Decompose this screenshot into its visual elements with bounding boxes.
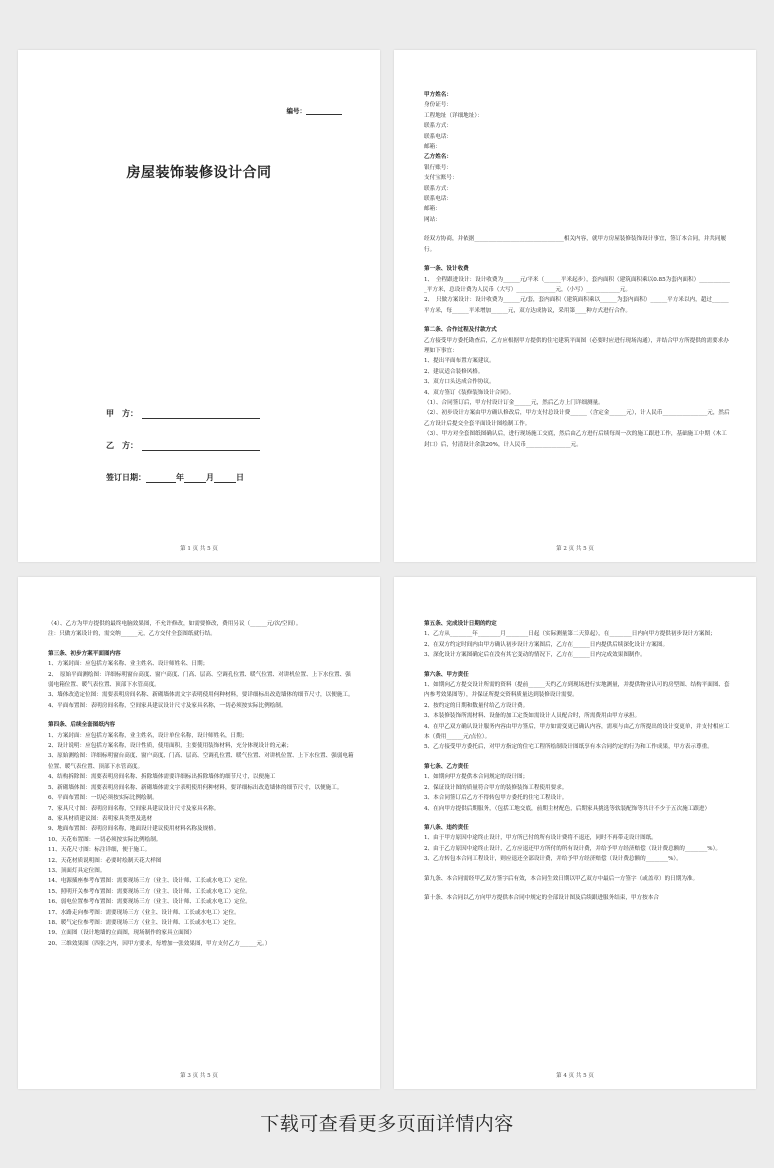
paragraph-line: 18、暖气定位参考图：需要现场三方（业主、设计师、工长或水电工）定位。 (48, 919, 240, 926)
paragraph-line: 1、如期向甲方提供本合同规定的设计图； (424, 774, 529, 781)
paragraph-line: （4）、乙方为甲方提供的最终电脑效果图，不允许修改，如需要修改，费用另议（______元/次/空间）。 (48, 621, 302, 627)
page-footer: 第 4 页 共 5 页 (556, 1073, 594, 1079)
contract-number (287, 106, 343, 115)
paragraph-gap (424, 865, 730, 874)
section-heading: 第五条、完成设计日期的约定 (424, 621, 497, 627)
paragraph-line: （1）、合同签订后，甲方付设计订金______元，然后乙方上门详细测量。 (424, 399, 604, 406)
paragraph-line: 7、家具尺寸图：表明房间名称，空间家具建议设计尺寸及家具名称。 (48, 805, 220, 812)
section-heading: 乙方姓名： (424, 154, 452, 161)
month-blank (184, 473, 206, 483)
paragraph-line: 3、墙体改造定位图：需要表明房间名称、新砌墙体需文字表明使用何种材料，要详细标出改造墙体的细节尺寸，以便施工。 (48, 692, 354, 699)
section-heading: 第四条、后续全套图纸内容 (48, 722, 116, 729)
paragraph-line: 1、方案封面：应包括方案名称，业主姓名，设计单位名称，设计师姓名，日期； (48, 732, 248, 739)
party-a-blank (142, 409, 260, 419)
paragraph-line: 3、乙方转包本合同工程设计，则应退还全部设计费，并给予甲方经济赔偿（设计费总额的________%）。 (424, 856, 682, 863)
paragraph-line: 第九条、本合同需经甲乙双方签字后有效，本合同生效日期以甲乙双方中最后一方签字（或盖章）的日期为准。 (424, 875, 699, 882)
paragraph-line: 20、三维效果图（四张之内，因甲方要求，每增加一张效果图，甲方支付乙方______元。） (48, 940, 271, 947)
paragraph-line: 17、水路走向参考图：需要现场三方（业主、设计师、工长或水电工）定位。 (48, 909, 240, 916)
paragraph-line: 联系电话： (424, 133, 452, 140)
contract-page-4 (394, 577, 756, 1089)
section-heading: 第六条、甲方责任 (424, 671, 469, 678)
paragraph-line: （2）、初步设计方案由甲方确认修改后，甲方支付总设计费______（含定金______元），计人民币________________元，然后乙方设计后提交全套平面设计图绘制工作。 (424, 410, 730, 427)
paragraph-line: 2、建议适合装修风格。 (424, 368, 484, 375)
party-b-blank (142, 441, 260, 451)
paragraph-line: 联系方式： (424, 185, 452, 192)
paragraph-line: 11、天花尺寸图：标注详细，便于施工。 (48, 847, 151, 854)
paragraph-line: 9、地面布置图：表明房间名称，地面设计建议使用材料名称及规格。 (48, 826, 220, 833)
paragraph-line: 1、由于甲方原因中途终止设计，甲方所已付的所有设计费将不退还，同时不再带走设计图纸。 (424, 835, 657, 842)
paragraph-line: 联系方式： (424, 123, 452, 130)
contract-page-3 (18, 577, 380, 1089)
paragraph-line: 4、在甲乙双方确认设计服务内容由甲方签后，甲方如需变更已确认内容，需项与由乙方所提出的设计变更单，并支付相应工本（费用______元/点位）。 (424, 723, 730, 741)
party-b-signature (106, 440, 260, 451)
paragraph-gap (48, 711, 354, 720)
paragraph-line: 14、电源插座参考布置图：需要现场三方（业主、设计师、工长或水电工）定位。 (48, 878, 251, 885)
paragraph-line: 第十条、本合同以乙方向甲方提供本合同中规定的全部设计图及后续跟进服务结束，甲方按本合 (424, 894, 659, 901)
page-body (48, 619, 354, 949)
paragraph-line: 工程地址（详细地址）： (424, 112, 483, 119)
paragraph-line: 19、立面图（设计地墙的立面图，现场制作的家具立面图） (48, 930, 195, 937)
paragraph-line: 3、本装修装饰所需材料、设备的加工定货如需设计人员配合时，所需费用由甲方承担。 (424, 713, 641, 720)
page-footer: 第 1 页 共 5 页 (180, 546, 218, 552)
paragraph-line: 1、方案封面：应包括方案名称、业主姓名、设计师姓名、日期； (48, 661, 209, 668)
paragraph-line: 12、天花材质说明图：必要时绘制天花大样图 (48, 857, 162, 864)
section-heading: 第八条、违约责任 (424, 824, 469, 831)
paragraph-gap (424, 814, 730, 823)
section-heading: 第三条、初步方案平面图内容 (48, 650, 121, 657)
paragraph-line: 15、照明开关参考布置图：需要现场三方（业主、设计师、工长或水电工）定位。 (48, 888, 251, 895)
day-blank (214, 473, 236, 483)
paragraph-line: 银行账号： (424, 164, 452, 171)
party-b-label: 乙 方： (106, 440, 138, 450)
contract-number-blank (306, 107, 342, 115)
year-blank (146, 473, 176, 483)
paragraph-line: 2、按约定的日期和数量付给乙方设计费。 (424, 702, 529, 709)
section-heading: 第二条、合作过程及付款方式 (424, 327, 497, 334)
paragraph-line: （3）、甲方对全套图纸图确认后，进行现场施工交底，然后由乙方进行后续每周一次的施工跟进工作，基础施工中期（木工封口）后，付清设计余款20%，计人民币________________元。 (424, 431, 727, 448)
page-footer: 第 3 页 共 5 页 (180, 1073, 218, 1079)
paragraph-line: 5、新砌墙体图：需要表明房间名称、新砌墙体需文字表明使用何种材料，要详细标出改造墙体的细节尺寸，以便施工。 (48, 784, 343, 791)
paragraph-line: 3、原始测绘图：详细标明窗台高度、窗户高度、门高、层高、空调孔位置、暖气位置、对讲机位置、上下水位置、强弱电箱位置、暖气表位置、顶部下水管高度。 (48, 753, 354, 770)
paragraph-line: 邮箱： (424, 206, 441, 213)
paragraph-line: 3、本合同签订后乙方不得转包甲方委托的住宅工程设计。 (424, 795, 568, 802)
paragraph-line: 支付宝账号： (424, 175, 458, 182)
paragraph-line: 4、平面布置图：表明房间名称，空间家具建议设计尺寸及家具名称，一切必须按实际比例绘制。 (48, 702, 287, 709)
page-body (424, 619, 730, 903)
month-label: 月 (206, 472, 214, 482)
paragraph-line: 乙方接受甲方委托勘查后，乙方应根据甲方提供的住宅建筑平面图（必要时应进行现场沟通），并结合甲方所提供的需要求办理如下事宜： (424, 337, 729, 354)
paragraph-line: 8、家具材质建议图：表明家具类型及选材 (48, 815, 153, 822)
paragraph-gap (424, 316, 730, 325)
paragraph-line: 1、 全程跟进设计：设计收费为______元/平米（______平米起步），套内面积（建筑面积乘以0.85为套内面积）____________平方米，总设计费为人民币（大写）______________元，（小写）____________元。 (424, 276, 730, 293)
paragraph-line: 1、如期向乙方提交设计所需的资料（提前______天约乙方到现场进行实地测量，并提供物业认可的房型图、结构平面图、套内参考效果图等），并保证所提交资料质量达到装修设计需要。 (424, 682, 730, 699)
paragraph-line: 13、顶面灯具定位图。 (48, 867, 106, 874)
paragraph-line: 1、乙方从________年________月________日起（实际测量第二天算起），在________日内向甲方提供初步设计方案图； (424, 631, 716, 638)
paragraph-line: 2、保证设计图的质量符合甲方的装修装饰工程使用要求。 (424, 784, 568, 791)
day-label: 日 (236, 472, 244, 482)
paragraph-line: 网站： (424, 216, 441, 223)
download-more-caption[interactable]: 下载可查看更多页面详情内容 (260, 1113, 514, 1135)
signing-date-label: 签订日期： (106, 472, 146, 482)
paragraph-line: 2、 原始平面测绘图：详细标明窗台高度、窗户高度、门高、层高、空调孔位置、暖气位置、对讲机位置、上下水位置、强弱电箱位置、暖气表位置、顶部下水管高度。 (48, 671, 351, 689)
section-heading: 甲方姓名： (424, 92, 452, 98)
paragraph-line: 1、提出平面布置方案建议。 (424, 358, 495, 365)
contract-title: 房屋装饰装修设计合同 (126, 165, 272, 181)
paragraph-line: 2、设计说明：应包括方案名称，设计性质，使用面积，主要使用装饰材料，充分体现设计的元素； (48, 743, 293, 750)
section-heading: 第七条、乙方责任 (424, 763, 469, 770)
contract-page-2 (394, 50, 756, 562)
paragraph-line: 3、深化设计方案图确定后在没有其它变动的情况下，乙方在______日内完成效果图制作。 (424, 652, 646, 659)
signing-date (106, 472, 244, 483)
section-heading: 第一条、设计收费 (424, 266, 469, 273)
paragraph-line: 3、双方口头达成合作协议。 (424, 379, 495, 386)
paragraph-line: 2、 只做方案设计：设计收费为______元/套，套内面积（建筑面积乘以______为套内面积）______平方米以内，超过______平方米，每______平米增加______元，双方达成协议，采用第____种方式进行合作。 (424, 297, 729, 314)
paragraph-line: 16、弱电位置参考布置图：需要现场三方（业主、设计师、工长或水电工）定位。 (48, 899, 251, 906)
party-a-signature (106, 408, 260, 419)
paragraph-line: 4、双方签订《装修装饰设计合同》。 (424, 389, 515, 396)
paragraph-line: 6、平面布置图：一切必须按实际比例绘制。 (48, 795, 158, 802)
paragraph-line: 经双方协商，并依据________________________________相关内容，就甲方房屋装修装饰设计事宜，签订本合同，并共同履行。 (424, 236, 727, 253)
contract-page-1 (18, 50, 380, 562)
page-footer: 第 2 页 共 5 页 (556, 546, 594, 552)
paragraph-line: 4、结构拆除图：需要表明房间名称、拆除墙体需要详细标出拆除墙体的细节尺寸，以便施工 (48, 774, 276, 781)
paragraph-line: 身份证号： (424, 102, 452, 109)
paragraph-gap (424, 661, 730, 670)
party-a-label: 甲 方： (106, 408, 138, 418)
paragraph-line: 邮箱： (424, 144, 441, 151)
paragraph-gap (424, 753, 730, 762)
paragraph-line: 注：只做方案设计的，需交纳______元，乙方交付全套图纸就行结。 (48, 631, 216, 638)
paragraph-line: 2、在双方约定时间内由甲方确认初步设计方案图后，乙方在______日内提供后续深化设计方案图。 (424, 641, 669, 648)
paragraph-gap (424, 884, 730, 893)
paragraph-line: 10、天花布置图：一切必须按实际比例绘制。 (48, 836, 162, 843)
paragraph-gap (48, 640, 354, 649)
contract-number-label: 编号： (286, 107, 306, 115)
paragraph-line: 5、乙方接受甲方委托后，对甲方指定的住宅工程所绘制设计图纸享有本合同约定的行为和工作成果，甲方表示尊重。 (424, 744, 713, 751)
paragraph-gap (424, 225, 730, 234)
page-body (424, 90, 730, 450)
paragraph-line: 联系电话： (424, 196, 452, 203)
year-label: 年 (176, 472, 184, 482)
paragraph-gap (424, 255, 730, 264)
paragraph-line: 4、在向甲方提供后期服务，（包括工地交底，前期主材配色，后期家具挑选等软装配饰等共计不少于五次施工跟进） (424, 805, 711, 812)
paragraph-line: 2、由于乙方原因中途终止设计，乙方应退还甲方所付的所有设计费，并给予甲方经济赔偿（设计费总额的________%）。 (424, 845, 721, 852)
